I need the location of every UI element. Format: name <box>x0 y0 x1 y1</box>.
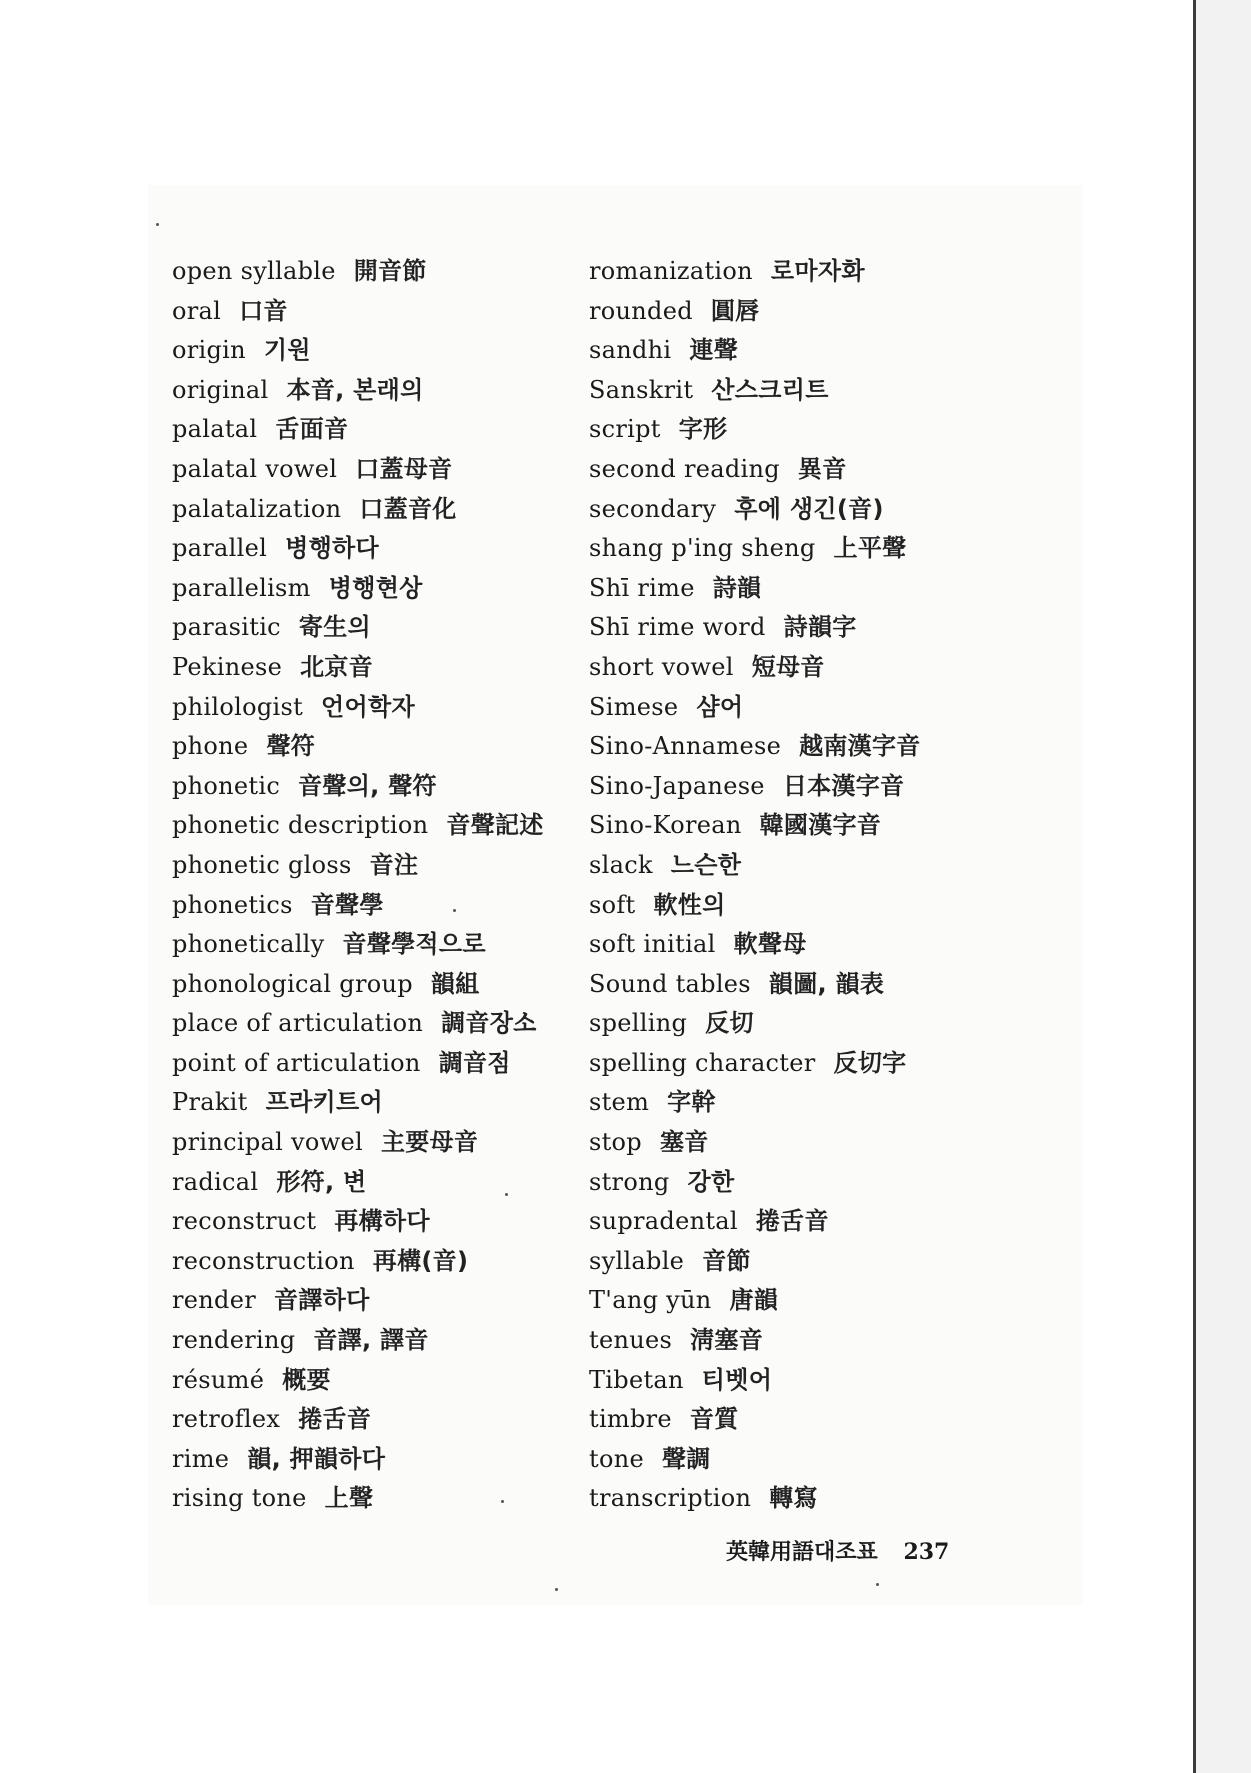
glossary-entry <box>172 688 562 728</box>
glossary-entry <box>589 1440 1009 1480</box>
glossary-entry <box>172 450 562 490</box>
glossary-entry <box>589 688 1009 728</box>
entry-term: reconstruct <box>172 1207 317 1236</box>
entry-term: phonological group <box>172 969 413 998</box>
entry-term: phonetically <box>172 930 325 959</box>
glossary-entry <box>589 1321 1009 1361</box>
entry-gloss: 聲調 <box>661 1444 711 1473</box>
entry-gloss: 聲符 <box>266 732 316 761</box>
entry-term: phonetics <box>172 890 293 919</box>
entry-gloss: 調音장소 <box>441 1009 537 1038</box>
glossary-entry <box>589 806 1009 846</box>
page-number: 237 <box>903 1539 950 1565</box>
entry-term: sandhi <box>589 336 672 365</box>
entry-gloss: 淸塞音 <box>690 1326 763 1355</box>
page-footer <box>726 1535 949 1566</box>
entry-term: Sanskrit <box>589 375 694 404</box>
entry-gloss: 언어학자 <box>321 692 415 721</box>
entry-gloss: 韻圖, 韻表 <box>768 969 885 998</box>
glossary-column-left <box>172 252 562 1519</box>
glossary-column-right <box>589 252 1009 1519</box>
glossary-entry <box>172 1361 562 1401</box>
glossary-entry <box>589 1281 1009 1321</box>
glossary-entry <box>589 608 1009 648</box>
entry-term: place of articulation <box>172 1009 424 1038</box>
entry-term: syllable <box>589 1246 685 1275</box>
entry-term: Shī rime word <box>589 613 766 642</box>
scan-speck <box>501 1500 504 1503</box>
entry-term: tone <box>589 1444 644 1473</box>
entry-gloss: 音聲의, 聲符 <box>298 771 437 800</box>
glossary-entry <box>589 1400 1009 1440</box>
glossary-entry <box>589 410 1009 450</box>
glossary-entry <box>172 1123 562 1163</box>
glossary-entry <box>589 727 1009 767</box>
entry-term: parallel <box>172 534 268 563</box>
entry-term: Simese <box>589 692 679 721</box>
entry-gloss: 韻, 押韻하다 <box>247 1444 386 1473</box>
glossary-entry <box>172 569 562 609</box>
glossary-entry <box>589 450 1009 490</box>
entry-term: Shī rime <box>589 573 695 602</box>
entry-term: Tibetan <box>589 1365 684 1394</box>
glossary-entry <box>172 925 562 965</box>
glossary-entry <box>172 648 562 688</box>
entry-term: spelling <box>589 1009 688 1038</box>
entry-term: Sino-Annamese <box>589 732 782 761</box>
entry-gloss: 티벳어 <box>701 1365 773 1394</box>
entry-gloss: 音聲記述 <box>446 811 544 840</box>
glossary-entry <box>589 1361 1009 1401</box>
entry-gloss: 舌面音 <box>275 415 349 444</box>
glossary-entry <box>172 727 562 767</box>
entry-term: strong <box>589 1167 670 1196</box>
entry-term: phonetic <box>172 771 281 800</box>
entry-gloss: 上平聲 <box>833 534 907 563</box>
glossary-entry <box>172 1202 562 1242</box>
entry-term: palatal vowel <box>172 454 338 483</box>
glossary-entry <box>589 331 1009 371</box>
entry-gloss: 口蓋母音 <box>355 454 453 483</box>
entry-gloss: 短母音 <box>751 652 825 681</box>
entry-term: short vowel <box>589 652 734 681</box>
entry-gloss: 口蓋音化 <box>359 494 457 523</box>
glossary-entry <box>589 569 1009 609</box>
glossary-entry <box>589 767 1009 807</box>
entry-term: reconstruction <box>172 1246 355 1275</box>
glossary-entry <box>589 846 1009 886</box>
entry-term: soft initial <box>589 930 716 959</box>
entry-term: tenues <box>589 1326 673 1355</box>
entry-gloss: 概要 <box>282 1365 331 1394</box>
glossary-entry <box>589 1479 1009 1519</box>
entry-gloss: 韻組 <box>430 969 480 998</box>
entry-gloss: 口音 <box>239 296 288 325</box>
entry-term: parallelism <box>172 573 311 602</box>
entry-gloss: 北京音 <box>300 652 373 681</box>
scan-speck <box>156 223 159 226</box>
glossary-entry <box>172 846 562 886</box>
glossary-entry <box>172 1440 562 1480</box>
entry-gloss: 捲舌音 <box>298 1405 372 1434</box>
entry-term: stem <box>589 1088 650 1117</box>
entry-term: phonetic gloss <box>172 850 352 879</box>
viewer-margin <box>1196 0 1251 1773</box>
entry-gloss: 샴어 <box>696 692 744 721</box>
glossary-entry <box>172 1479 562 1519</box>
entry-gloss: 강한 <box>687 1167 735 1196</box>
glossary-entry <box>172 292 562 332</box>
glossary-entry <box>172 252 562 292</box>
entry-gloss: 音節 <box>702 1246 751 1275</box>
entry-term: rising tone <box>172 1484 307 1513</box>
entry-gloss: 느슨한 <box>670 850 742 879</box>
entry-gloss: 詩韻 <box>712 573 762 602</box>
glossary-entry <box>589 1044 1009 1084</box>
glossary-entry <box>589 965 1009 1005</box>
entry-term: origin <box>172 336 246 365</box>
entry-term: parasitic <box>172 613 281 642</box>
entry-gloss: 轉寫 <box>769 1484 818 1513</box>
glossary-entry <box>589 886 1009 926</box>
entry-term: transcription <box>589 1484 752 1513</box>
scan-speck <box>555 1588 558 1591</box>
glossary-entry <box>172 1400 562 1440</box>
glossary-entry <box>589 1163 1009 1203</box>
glossary-entry <box>172 1044 562 1084</box>
entry-gloss: 산스크리트 <box>711 375 829 404</box>
entry-term: phonetic description <box>172 811 429 840</box>
footer-title: 英韓用語대조표 <box>726 1540 878 1565</box>
entry-term: résumé <box>172 1365 265 1394</box>
entry-term: principal vowel <box>172 1128 363 1157</box>
entry-gloss: 병행현상 <box>328 573 423 602</box>
entry-term: slack <box>589 850 653 879</box>
glossary-entry <box>172 410 562 450</box>
entry-gloss: 連聲 <box>689 336 738 365</box>
glossary-entry <box>589 1242 1009 1282</box>
entry-term: original <box>172 375 269 404</box>
entry-term: stop <box>589 1128 642 1157</box>
glossary-entry <box>589 648 1009 688</box>
entry-term: shang p'ing sheng <box>589 534 816 563</box>
entry-term: Sound tables <box>589 969 751 998</box>
glossary-entry <box>172 490 562 530</box>
glossary-entry <box>172 767 562 807</box>
glossary-entry <box>172 965 562 1005</box>
entry-gloss: 音質 <box>689 1405 739 1434</box>
entry-term: point of articulation <box>172 1048 421 1077</box>
entry-gloss: 寄生의 <box>298 613 372 642</box>
entry-gloss: 異音 <box>797 454 847 483</box>
entry-term: philologist <box>172 692 304 721</box>
entry-gloss: 후에 생긴(音) <box>734 494 884 523</box>
entry-term: romanization <box>589 257 753 285</box>
entry-gloss: 音聲學 <box>310 890 384 919</box>
entry-gloss: 日本漢字音 <box>782 771 905 800</box>
glossary-entry <box>589 292 1009 332</box>
entry-term: Sino-Korean <box>589 811 742 840</box>
glossary-entry <box>172 529 562 569</box>
entry-term: render <box>172 1286 256 1315</box>
glossary-entry <box>172 886 562 926</box>
entry-gloss: 軟聲母 <box>733 930 807 959</box>
glossary-entry <box>172 1004 562 1044</box>
glossary-entry <box>589 490 1009 530</box>
glossary-entry <box>172 331 562 371</box>
entry-gloss: 反切字 <box>833 1048 907 1077</box>
entry-term: supradental <box>589 1207 738 1236</box>
entry-gloss: 韓國漢字音 <box>759 811 882 840</box>
glossary-entry <box>172 608 562 648</box>
glossary-entry <box>172 1321 562 1361</box>
glossary-entry <box>172 806 562 846</box>
entry-gloss: 字形 <box>678 415 728 444</box>
entry-gloss: 捲舌音 <box>755 1207 829 1236</box>
entry-gloss: 唐韻 <box>729 1286 779 1315</box>
entry-term: rounded <box>589 296 693 325</box>
scan-speck <box>453 909 456 912</box>
entry-term: second reading <box>589 454 780 483</box>
entry-gloss: 本音, 본래의 <box>286 375 424 404</box>
entry-gloss: 音譯하다 <box>273 1286 370 1315</box>
entry-term: secondary <box>589 494 717 523</box>
entry-gloss: 上聲 <box>324 1484 374 1513</box>
entry-gloss: 調音점 <box>438 1048 511 1077</box>
entry-term: Prakit <box>172 1088 248 1117</box>
entry-gloss: 圓唇 <box>710 296 760 325</box>
entry-gloss: 軟性의 <box>653 890 726 919</box>
entry-gloss: 塞音 <box>659 1128 709 1157</box>
glossary-entry <box>172 1163 562 1203</box>
entry-gloss: 병행하다 <box>285 534 380 563</box>
entry-gloss: 主要母音 <box>381 1128 479 1157</box>
entry-term: retroflex <box>172 1405 281 1434</box>
entry-term: soft <box>589 890 636 919</box>
glossary-entry <box>589 1083 1009 1123</box>
scan-speck <box>876 1583 879 1586</box>
glossary-entry <box>589 252 1009 292</box>
entry-gloss: 形符, 변 <box>276 1167 367 1196</box>
entry-term: timbre <box>589 1405 672 1434</box>
entry-term: radical <box>172 1167 259 1196</box>
glossary-entry <box>589 529 1009 569</box>
entry-gloss: 音譯, 譯音 <box>313 1326 429 1355</box>
entry-term: rime <box>172 1444 230 1473</box>
entry-term: Sino-Japanese <box>589 771 765 800</box>
entry-term: palatal <box>172 415 258 444</box>
entry-gloss: 越南漢字音 <box>799 732 921 761</box>
entry-gloss: 기원 <box>263 336 311 365</box>
glossary-entry <box>589 1202 1009 1242</box>
glossary-entry <box>589 1123 1009 1163</box>
entry-gloss: 프라키트어 <box>265 1088 384 1117</box>
entry-gloss: 再構하다 <box>334 1207 430 1236</box>
glossary-entry <box>172 1242 562 1282</box>
entry-gloss: 로마자화 <box>770 257 865 285</box>
glossary-entry <box>589 371 1009 411</box>
entry-gloss: 反切 <box>705 1009 754 1038</box>
entry-gloss: 開音節 <box>353 257 427 285</box>
glossary-entry <box>589 925 1009 965</box>
entry-term: open syllable <box>172 257 336 285</box>
entry-term: rendering <box>172 1326 296 1355</box>
entry-gloss: 詩韻字 <box>783 613 857 642</box>
entry-term: spelling character <box>589 1048 816 1077</box>
entry-gloss: 音聲學적으로 <box>342 930 486 959</box>
glossary-entry <box>589 1004 1009 1044</box>
scan-speck <box>505 1193 508 1196</box>
glossary-entry <box>172 1083 562 1123</box>
entry-term: phone <box>172 732 249 761</box>
entry-term: Pekinese <box>172 652 283 681</box>
entry-gloss: 再構(音) <box>372 1246 469 1275</box>
entry-term: palatalization <box>172 494 342 523</box>
entry-term: T'ang yūn <box>589 1286 712 1315</box>
entry-gloss: 音注 <box>369 850 419 879</box>
glossary-entry <box>172 1281 562 1321</box>
entry-gloss: 字幹 <box>667 1088 716 1117</box>
entry-term: script <box>589 415 661 444</box>
glossary-entry <box>172 371 562 411</box>
entry-term: oral <box>172 296 222 325</box>
